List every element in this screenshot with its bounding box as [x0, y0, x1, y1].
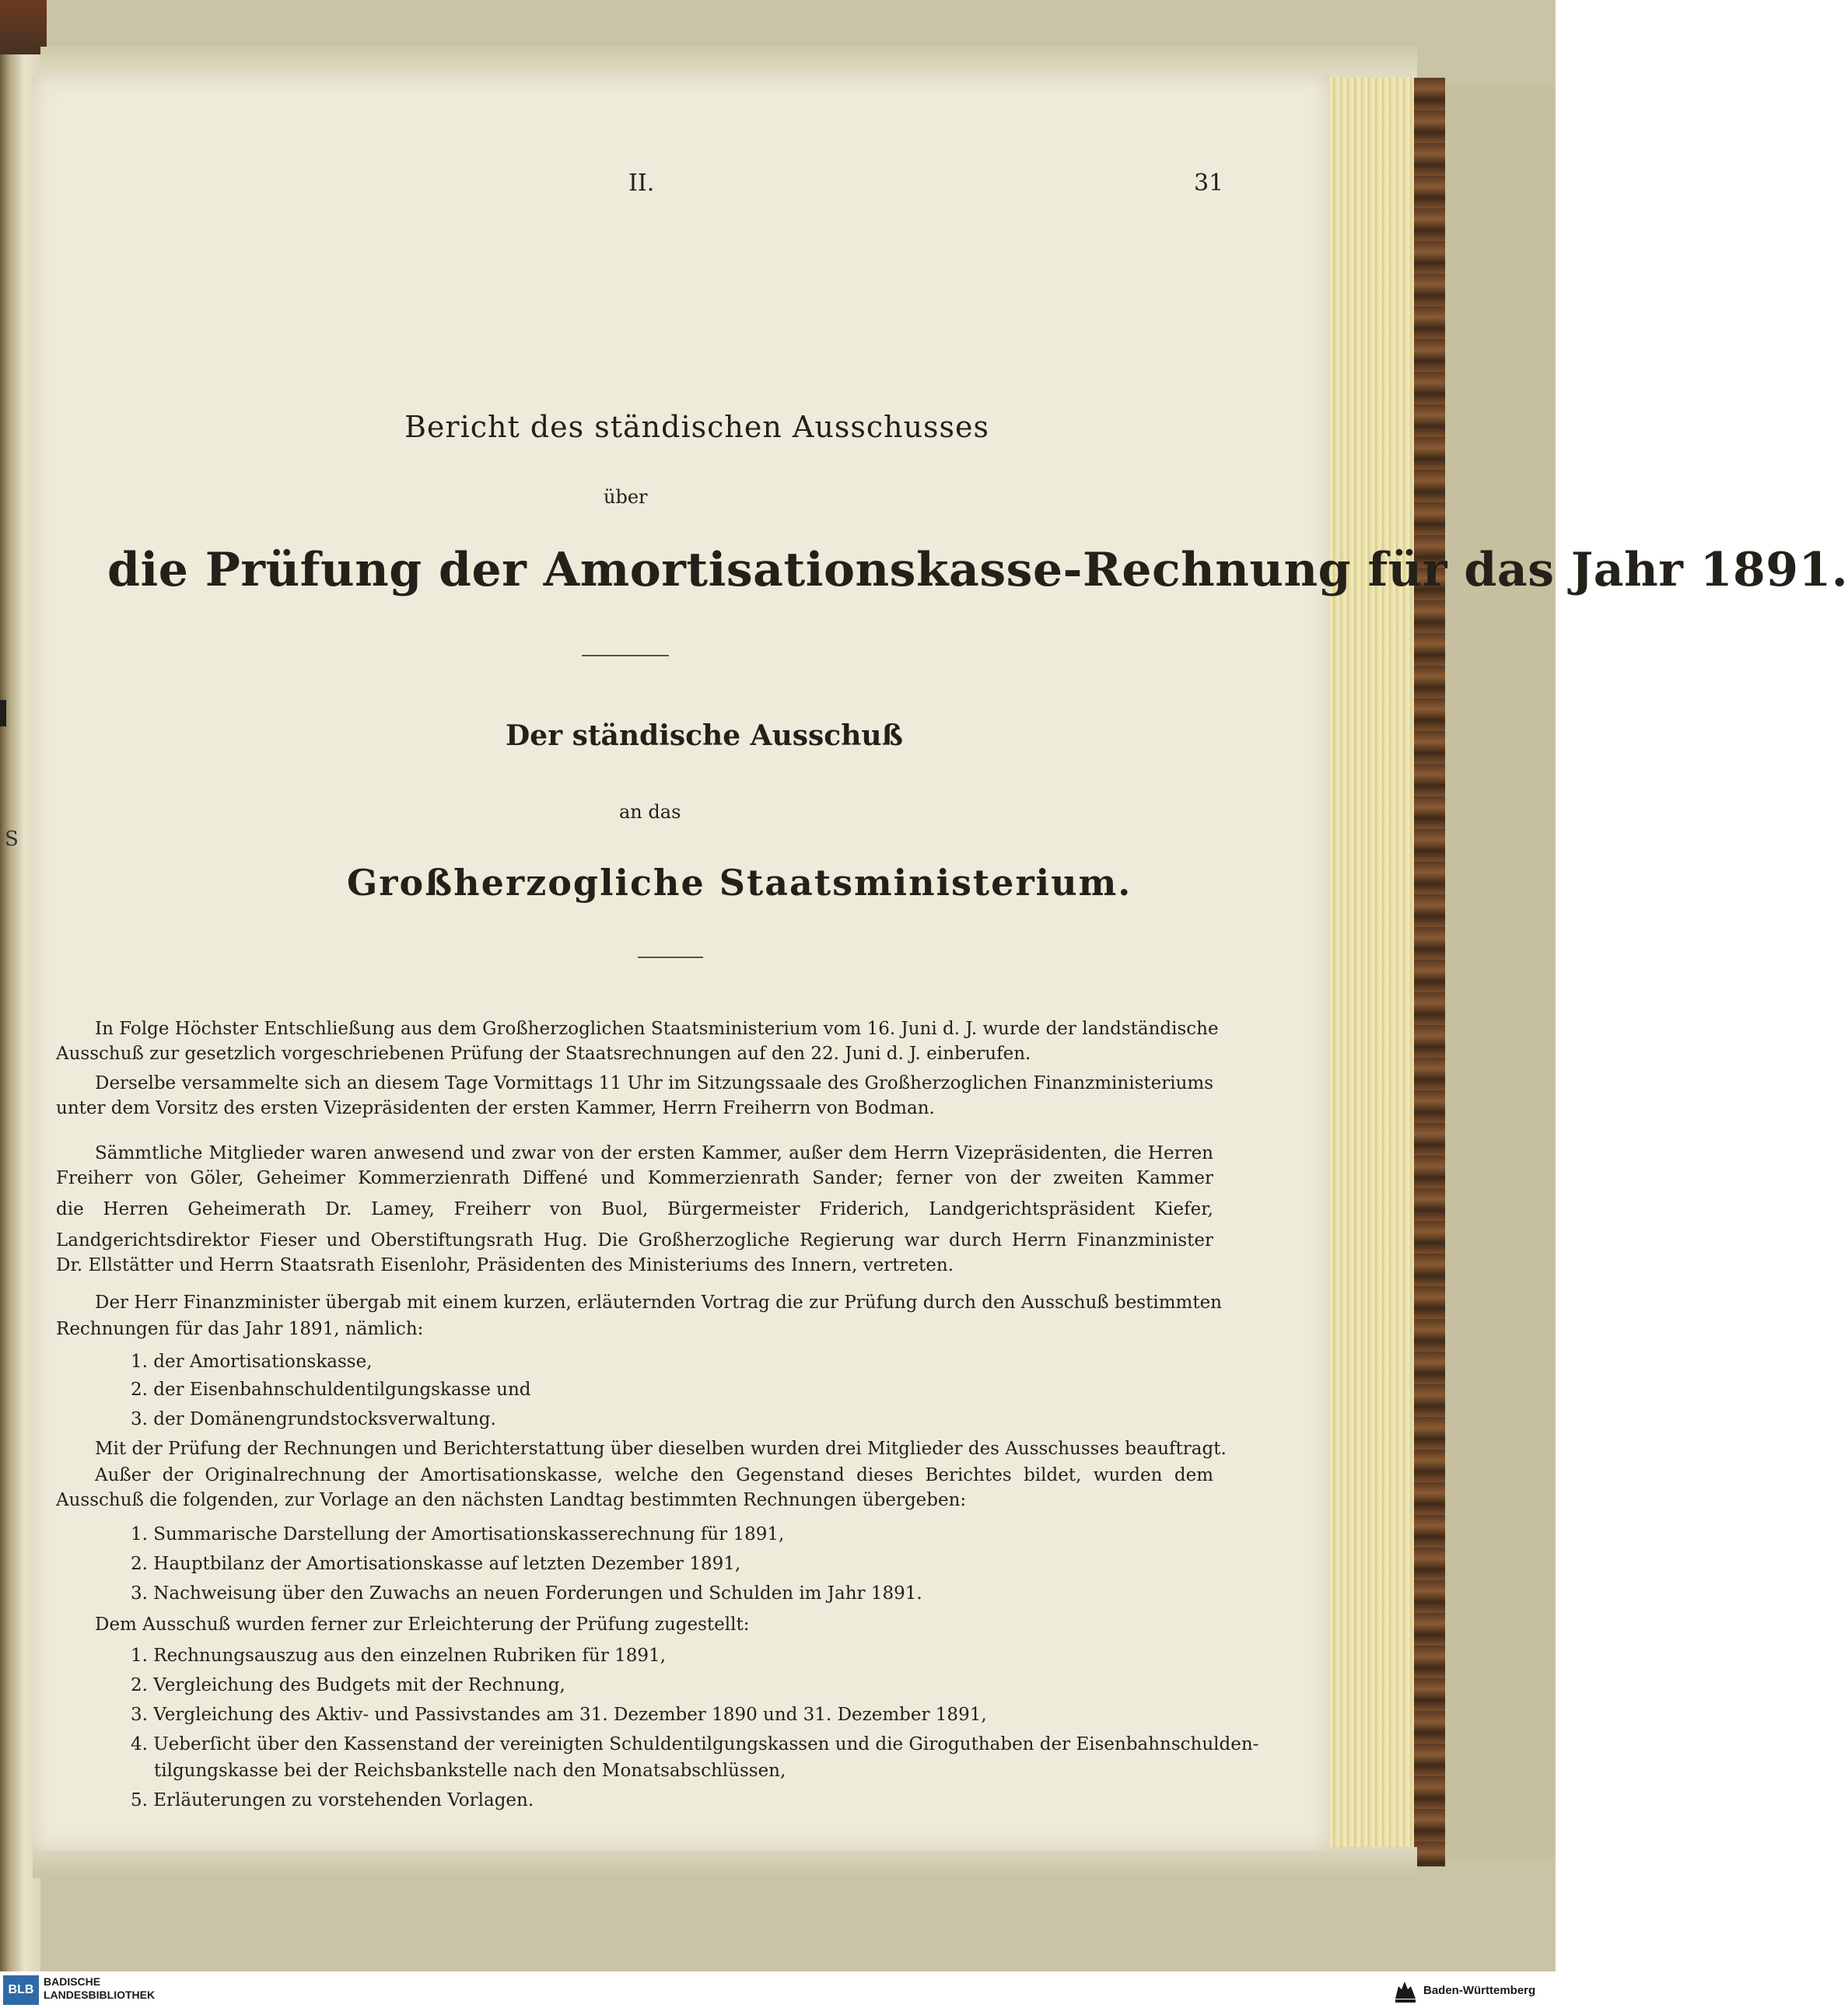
page-stack-edges [1322, 78, 1417, 1859]
paragraph-line: Sämmtliche Mitglieder waren anwesend und zwar von der ersten Kammer, außer dem Herrn Vizepräsidenten, die Herren [95, 1143, 1213, 1163]
marbled-cover-edge [1414, 78, 1445, 1866]
paragraph-line: Der Herr Finanzminister übergab mit einem kurzen, erläuternden Vortrag die zur Prüfung durch den Ausschuß bestimmten [95, 1293, 1222, 1313]
list-item: 1. Rechnungsauszug aus den einzelnen Rubriken für 1891, [131, 1646, 667, 1666]
library-name-line2: LANDESBIBLIOTHEK [44, 1989, 156, 2001]
page-number: 31 [1194, 170, 1224, 197]
main-title: die Prüfung der Amortisationskasse-Rechnung für das Jahr 1891. [107, 543, 1848, 597]
paragraph-line: Mit der Prüfung der Rechnungen und Berichterstattung über dieselben wurden drei Mitglieder des Ausschusses beauftragt. [95, 1439, 1227, 1459]
paragraph-line: Freiherr von Göler, Geheimer Kommerzienrath Diffené und Kommerzienrath Sander; ferner von der zweiten Kammer [56, 1168, 1213, 1188]
paragraph-line: Derselbe versammelte sich an diesem Tage Vormittags 11 Uhr im Sitzungssaale des Großherzoglichen Finanzministeriums [95, 1073, 1213, 1093]
book-cover-outside [1444, 86, 1556, 1859]
left-margin-glyph: S [5, 827, 19, 851]
list-item: 3. Vergleichung des Aktiv- und Passivstandes am 31. Dezember 1890 und 31. Dezember 1891, [131, 1705, 987, 1725]
paragraph-line: In Folge Höchster Entschließung aus dem Großherzoglichen Staatsministerium vom 16. Juni d. J. wurde der landständische [95, 1019, 1219, 1039]
list-item: 3. der Domänengrundstocksverwaltung. [131, 1409, 496, 1429]
title-connector: über [604, 486, 648, 508]
library-name-line1: BADISCHE [44, 1975, 101, 1988]
list-item: 2. der Eisenbahnschuldentilgungskasse und [131, 1380, 531, 1400]
library-name [44, 1975, 155, 2002]
list-item: tilgungskasse bei der Reichsbankstelle nach den Monatsabschlüssen, [154, 1761, 786, 1781]
list-item: 1. der Amortisationskasse, [131, 1352, 373, 1372]
report-title: Bericht des ständischen Ausschusses [404, 410, 990, 444]
list-item: 2. Vergleichung des Budgets mit der Rechnung, [131, 1675, 565, 1695]
address-connector: an das [619, 801, 681, 823]
state-logo-text[interactable]: Baden-Württemberg [1423, 1984, 1536, 1997]
blb-logo[interactable]: BLB [3, 1975, 39, 2005]
recipient-heading: Großherzogliche Staatsministerium. [347, 862, 1132, 904]
paragraph-line: Ausschuß zur gesetzlich vorgeschriebenen Prüfung der Staatsrechnungen auf den 22. Juni d. J. einberufen. [56, 1044, 1031, 1064]
baden-wuerttemberg-lions-icon [1392, 1975, 1419, 2005]
footer-bar [0, 1971, 1556, 2008]
sender-heading: Der ständische Ausschuß [506, 719, 903, 752]
paragraph-line: Dr. Ellstätter und Herrn Staatsrath Eisenlohr, Präsidenten des Ministeriums des Innern, vertreten. [56, 1255, 954, 1275]
page-bottom-edge [33, 1847, 1417, 1878]
left-margin-mark [0, 700, 6, 726]
list-item: 1. Summarische Darstellung der Amortisationskasserechnung für 1891, [131, 1524, 785, 1544]
list-item: 4. Ueberſicht über den Kassenstand der vereinigten Schuldentilgungskassen und die Giroguthaben der Eisenbahnschulden- [131, 1734, 1259, 1754]
section-number: II. [628, 170, 655, 197]
paragraph-line: Ausschuß die folgenden, zur Vorlage an den nächsten Landtag bestimmten Rechnungen übergeben: [56, 1490, 967, 1510]
paragraph-line: unter dem Vorsitz des ersten Vizepräsidenten der ersten Kammer, Herrn Freiherrn von Bodman. [56, 1098, 935, 1118]
list-item: 5. Erläuterungen zu vorstehenden Vorlagen. [131, 1790, 534, 1810]
divider-rule [638, 957, 703, 958]
paragraph-line: Landgerichtsdirektor Fieser und Oberstiftungsrath Hug. Die Großherzogliche Regierung war durch Herrn Finanzminister [56, 1230, 1213, 1251]
list-item: 3. Nachweisung über den Zuwachs an neuen Forderungen und Schulden im Jahr 1891. [131, 1583, 922, 1604]
paragraph-line: Dem Ausschuß wurden ferner zur Erleichterung der Prüfung zugestellt: [95, 1614, 750, 1635]
divider-rule [582, 655, 669, 656]
paragraph-line: Rechnungen für das Jahr 1891, nämlich: [56, 1319, 424, 1339]
paragraph-line: Außer der Originalrechnung der Amortisationskasse, welche den Gegenstand dieses Berichtes bildet, wurden dem [95, 1465, 1213, 1485]
paragraph-line: die Herren Geheimerath Dr. Lamey, Freiherr von Buol, Bürgermeister Friderich, Landgerichtspräsident Kiefer, [56, 1199, 1213, 1219]
list-item: 2. Hauptbilanz der Amortisationskasse auf letzten Dezember 1891, [131, 1554, 741, 1574]
